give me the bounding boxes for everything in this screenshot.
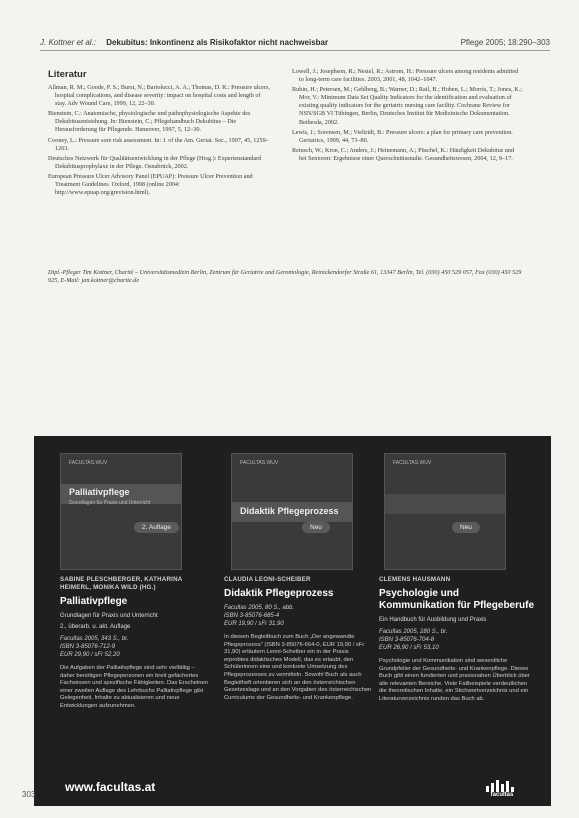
cover-band [385, 494, 505, 514]
logo-wordmark: facultas [490, 792, 514, 798]
book-cover-didaktik [231, 453, 353, 570]
reference-item: Rubin, H.; Petersen, M.; Gehlberg, B.; Warner, D.; Rail, B.; Hoben, L.; Morris, T.; Jones, K.; Mor, V.: Minimum Data Set Quality Indicators for the identification and evaluation of existing quality indicators for the geriatric nursing care facility. Cochrane Review for NSN/SGB VI Tübingen, Berlin, Deutsches Institut für Medizinische Dokumentation. Bethesda, 2002. [292, 86, 522, 126]
references-left-column [48, 84, 273, 199]
reference-item: Allman, R. M.; Goode, P. S.; Burst, N.; Bartolucci, A. A.; Thomas, D. R.: Pressure ulcers, hospital complications, and disease severity: impact on hospital costs and length of stay. Adv Wound Care, 1999, 12, 22–30. [48, 84, 270, 108]
correspondence-address: Dipl.-Pfleger Tim Kottner, Charité – Universitätsmedizin Berlin, Zentrum für Geriatrie und Gerontologie, Reinickendorfer Straße 61, 13347 Berlin, Tel. (030) 450 529 057, Fax (030) 450 529 925, E-Mail: jan.kottner@charite.de [48, 269, 522, 284]
book-meta [224, 604, 374, 628]
header-journal: Pflege 2005; 18:290–303 [460, 38, 550, 47]
book-price: EUR 26,90 / sFr 53,10 [379, 645, 439, 651]
book-authors: SABINE PLESCHBERGER, KATHARINA HEIMERL, MONIKA WILD (HG.) [60, 576, 183, 591]
book-cover-palliativpflege [60, 453, 182, 570]
new-badge: Neu [452, 522, 480, 533]
reference-item: Lewis, J.; Sorensen, M.; Vieltridi, B.: Pressure ulcers: a plan for primary care prevention. Geriatrics, 1999, 44, 73–80. [292, 128, 513, 144]
reference-item: Reinsch, W.; Kron, C.; Anders, J.; Heinemann, A.; Püschel, K.: Häufigkeit Dekubitus und bei Senioren: Ergebnisse einer Querschnittsstudie. Gesundheitswesen, 2004, 12, 9–17. [292, 146, 515, 162]
book-title: Didaktik Pflegeprozess [224, 588, 334, 599]
book-cover-psychologie [384, 453, 506, 570]
page-number: 303 [22, 790, 36, 799]
book-authors: CLEMENS HAUSMANN [379, 576, 451, 583]
book-isbn: ISBN 3-85076-685-4 [224, 613, 280, 619]
book-isbn: ISBN 3-85076-704-8 [379, 637, 435, 643]
header-left [40, 38, 328, 47]
cover-series: FACULTAS.WUV [240, 460, 279, 466]
book-subtitle: Grundlagen für Praxis und Unterricht [60, 613, 158, 619]
book-subtitle: Ein Handbuch für Ausbildung und Praxis [379, 617, 487, 623]
book-price: EUR 19,90 / sFr 31,90 [224, 621, 284, 627]
facultas-logo [478, 780, 526, 800]
header-authors: J. Kottner et al.: [40, 38, 97, 47]
header-title: Dekubitus: Inkontinenz als Risikofaktor nicht nachweisbar [106, 38, 329, 47]
book-description: Die Aufgaben der Palliativpflege sind sehr vielfältig – daher benötigen Pflegepersonen ein breit gefächertes Fachwissen und spezifische Fähigkeiten. Das Erscheinen einer zweiten Auflage des Lehrbuchs Palliativpflege gibt Gelegenheit, Inhalte zu aktualisieren und neue Entwicklungen aufzunehmen. [60, 665, 208, 709]
publisher-advertisement [34, 436, 551, 806]
reference-item: Bienstein, C.: Anatomische, physiologische und pathophysiologische Aspekte des Dekubitusentstehung. In: Bienstein, C.; Pflegehandbuch Dekubitus – Die Herausforderung für Pflegende. Hannover, 1997, 5, 12–30. [48, 110, 251, 134]
logo-bars-icon [486, 780, 516, 792]
new-badge: Neu [302, 522, 330, 533]
cover-title: Palliativpflege [69, 487, 130, 497]
cover-title: Didaktik Pflegeprozess [240, 506, 339, 516]
book-price: EUR 29,90 / sFr 52,20 [60, 652, 120, 658]
book-publisher-info: Facultas 2005, 280 S., br. [379, 629, 448, 635]
reference-item: Deutsches Netzwerk für Qualitätsentwicklung in der Pflege (Hrsg.): Expertenstandard Dekubitusprophylaxe in der Pflege. Osnabrück, 2002. [48, 154, 262, 170]
book-meta [379, 628, 534, 652]
book-meta [60, 635, 210, 659]
references-right-column [292, 68, 522, 165]
header-rule [40, 50, 550, 51]
book-publisher-info: Facultas 2005, 80 S., abb. [224, 605, 295, 611]
reference-item: Cooney, L.: Pressure sore risk assessment. In: J. of the Am. Geriat. Soc., 1997, 45, 1259–1263. [48, 136, 269, 152]
book-info-psychologie [379, 576, 534, 704]
cover-series: FACULTAS.WUV [69, 460, 108, 466]
book-publisher-info: Facultas 2005, 343 S., br. [60, 636, 129, 642]
cover-subtitle: Grundlagen für Praxis und Unterricht [69, 500, 151, 506]
book-description: In diesem Begleitbuch zum Buch „Der angewandte Pflegeprozess" (ISBN 3-85076-664-0, EUR 19,90 / sFr 31,90) erläutern Leoni-Scheiber ein in der Praxis erprobtes didaktisches Modell, das es erlaubt, den Schülerinnen eine und konkrete Umsetzung des Pflegeprozesses zu vermitteln. Sowohl Buch als auch Begleitheft orientieren sich an den österreichischen Gesetzeslage und an den Vorgaben des österreichischen Curriculums der Gesundheits- und Krankenpflege. [224, 634, 372, 701]
book-info-palliativpflege [60, 576, 210, 711]
book-edition: 2., überarb. u. akt. Auflage [60, 624, 131, 630]
book-info-didaktik [224, 576, 374, 702]
book-title: Palliativpflege [60, 596, 128, 607]
literature-heading: Literatur [48, 69, 87, 80]
book-authors: CLAUDIA LEONI-SCHEIBER [224, 576, 311, 583]
publisher-website-link[interactable]: www.facultas.at [65, 780, 156, 794]
edition-badge: 2. Auflage [134, 522, 179, 533]
book-isbn: ISBN 3-85076-712-9 [60, 644, 116, 650]
book-description: Psychologie und Kommunikation sind wesentliche Grundpfeiler der Gesundheits- und Krankenpflege. Dieses Buch gibt einen fundierten und praxisnahen Überblick über alle relevanten Bereiche. Viele Fallbeispiele verdeutlichen die theoretischen Inhalte, ein Stichwortverzeichnis und ein Literaturverzeichnis runden das Buch ab. [379, 658, 530, 702]
reference-item: Lowell, J.; Josephson, R.; Nestel, R.; Astrom, H.: Pressure ulcers among residents admitted to long-term care facilities. 2003, 2001, 48, 1042–1047. [292, 68, 519, 84]
reference-item: European Pressure Ulcer Advisory Panel (EPUAP): Pressure Ulcer Prevention and Treatment Guidelines. Oxford, 1998 (online 2004: http://www.epuap.org/grevision.html). [48, 172, 253, 197]
cover-series: FACULTAS.WUV [393, 460, 432, 466]
book-title: Psychologie und Kommunikation für Pflegeberufe [379, 588, 535, 611]
